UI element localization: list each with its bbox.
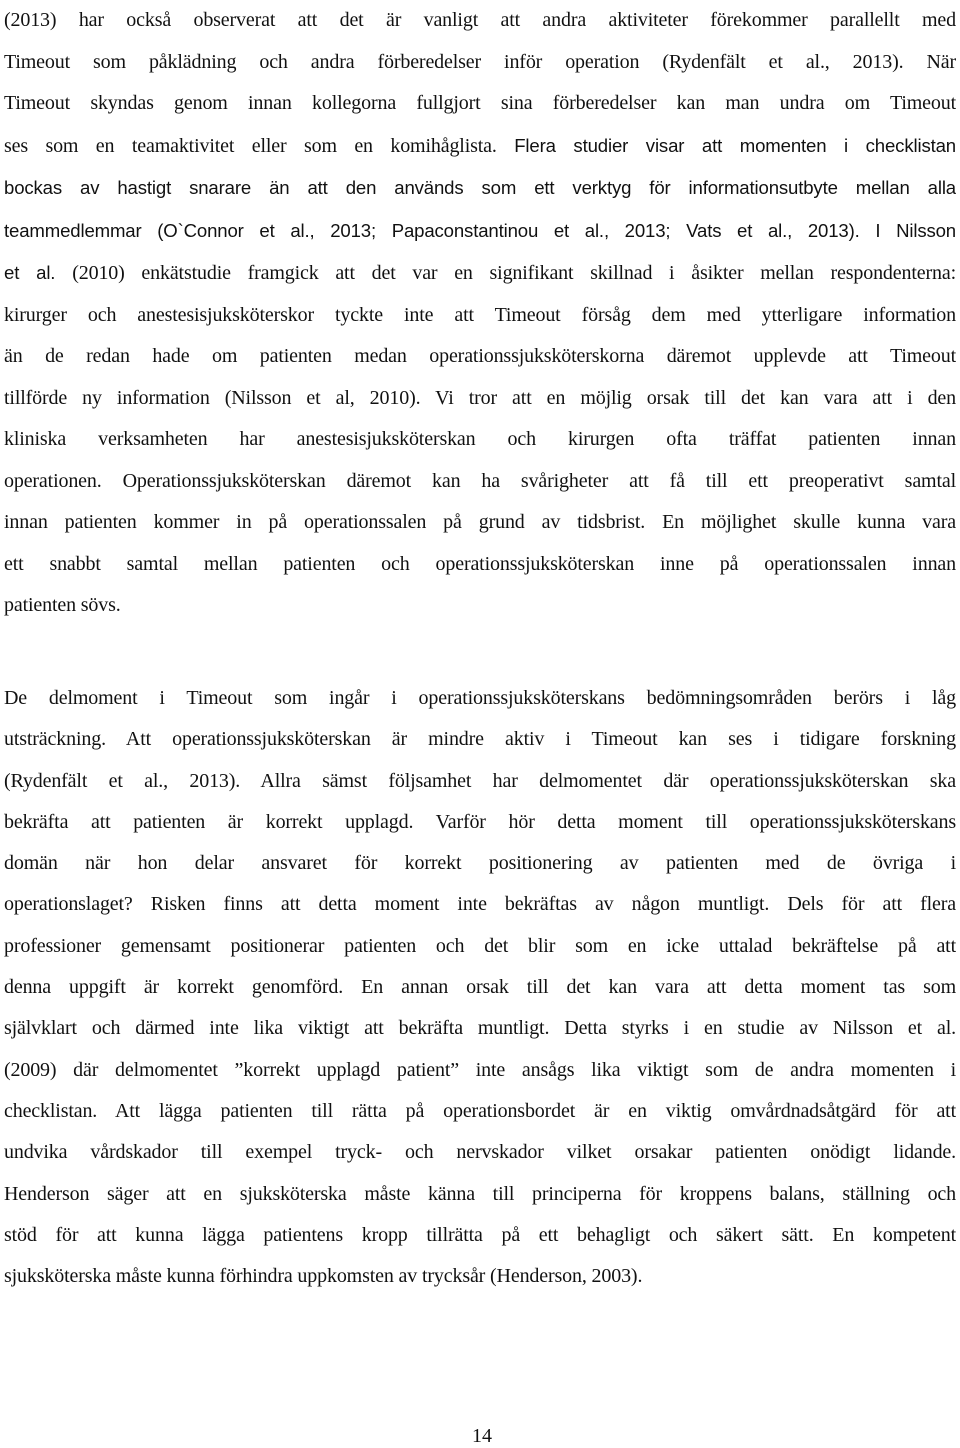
text-line [4,210,956,253]
text-line [4,336,956,378]
text-line [4,461,956,503]
page-number: 14 [472,1425,492,1447]
text-line [4,843,956,884]
text-run: bockas av hastigt snarare än att den används som ett verktyg för informationsutbyte mellan alla [4,177,956,198]
text-run: ses som en teamaktivitet eller som en komihåglista. [4,134,515,157]
text-run: kirurger och anestesisjuksköterskor tyckte inte att Timeout försåg dem med ytterligare information [4,303,956,326]
text-run: självklart och därmed inte lika viktigt att bekräfta muntligt. Detta styrks i en studie av Nilsson et al. [4,1017,956,1040]
text-run: denna uppgift är korrekt genomförd. En annan orsak till det kan vara att detta moment tas som [4,976,956,999]
text-run: professioner gemensamt positionerar patienten och det blir som en icke uttalad bekräftelse på att [4,934,956,957]
text-line [4,884,956,925]
text-line [4,678,956,719]
text-line [4,544,956,586]
text-run: undvika vårdskador till exempel tryck- och nervskador vilket orsakar patienten onödigt lidande. [4,1141,956,1164]
text-line [4,926,956,967]
text-line [4,1174,956,1215]
text-line [4,1008,956,1049]
text-line [4,83,956,125]
text-line [4,719,956,760]
text-run: utsträckning. Att operationssjuksköterskan är mindre aktiv i Timeout kan ses i tidigare forskning [4,728,956,751]
text-run: (2009) där delmomentet ”korrekt upplagd patient” inte ansågs lika viktigt som de andra momenten i [4,1058,956,1081]
text-line [4,252,956,295]
text-run: teammedlemmar (O`Connor et al., 2013; Papaconstantinou et al., 2013; Vats et al., 2013). I Nilsson [4,219,956,241]
text-run: domän när hon delar ansvaret för korrekt positionering av patienten med de övriga i [4,852,956,875]
text-run: operationslaget? Risken finns att detta moment inte bekräftas av någon muntligt. Dels för att flera [4,893,956,916]
text-run: tillförde ny information (Nilsson et al, 2010). Vi tror att en möjlig orsak till det kan vara att i den [4,386,956,409]
text-line [4,42,956,84]
text-line [4,295,956,337]
text-run: De delmoment i Timeout som ingår i operationssjuksköterskans bedömningsområden berörs i låg [4,687,956,709]
text-run: Timeout skyndas genom innan kollegorna fullgjort sina förberedelser kan man undra om Timeout [4,92,956,114]
text-line [4,378,956,420]
paragraph-delmoment [4,678,956,1297]
text-line [4,502,956,544]
text-line [4,761,956,802]
text-run: Flera studier visar att momenten i checklistan [514,134,956,156]
text-run: bekräfta att patienten är korrekt upplagd. Varför hör detta moment till operationssjuksköterskans [4,810,956,833]
text-line [4,1091,956,1132]
text-run: än de redan hade om patienten medan operationssjuksköterskorna däremot upplevde att Timeout [4,345,956,367]
text-line [4,967,956,1008]
text-run: kliniska verksamheten har anestesisjuksköterskan och kirurgen ofta träffat patienten innan [4,428,956,450]
text-line [4,585,956,627]
text-run: checklistan. Att lägga patienten till rätta på operationsbordet är en viktig omvårdnadsåtgärd för att [4,1099,956,1122]
text-line [4,1256,956,1297]
paragraph-timeout-observations [4,0,956,627]
text-run: et al. [4,262,73,283]
text-line [4,802,956,843]
text-run: ett snabbt samtal mellan patienten och operationssjuksköterskan inne på operationssalen innan [4,552,956,575]
text-run: stöd för att kunna lägga patientens kropp tillrätta på ett behagligt och säkert sätt. En kompetent [4,1223,956,1246]
text-line [4,419,956,461]
text-run: operationen. Operationssjuksköterskan däremot kan ha svårigheter att få till ett preoperativt samtal [4,469,956,492]
text-run: sjuksköterska måste kunna förhindra uppkomsten av trycksår (Henderson, 2003). [4,1265,643,1288]
text-run: Henderson säger att en sjuksköterska måste känna till principerna för kroppens balans, ställning och [4,1182,956,1205]
text-line [4,1132,956,1173]
text-run: innan patienten kommer in på operationssalen på grund av tidsbrist. En möjlighet skulle kunna vara [4,511,956,533]
text-line [4,0,956,42]
text-run: (2013) har också observerat att det är vanligt att andra aktiviteter förekommer parallellt med [4,9,956,31]
text-run: (2010) enkätstudie framgick att det var en signifikant skillnad i åsikter mellan respondenterna: [72,262,956,284]
text-line [4,1050,956,1091]
text-line [4,1215,956,1256]
text-run: Timeout som påklädning och andra förberedelser inför operation (Rydenfält et al., 2013). När [4,50,956,73]
text-run: patienten sövs. [4,594,121,616]
text-line [4,125,956,168]
text-line [4,167,956,210]
text-run: (Rydenfält et al., 2013). Allra sämst följsamhet har delmomentet där operationssjuksköterskan ska [4,769,956,792]
